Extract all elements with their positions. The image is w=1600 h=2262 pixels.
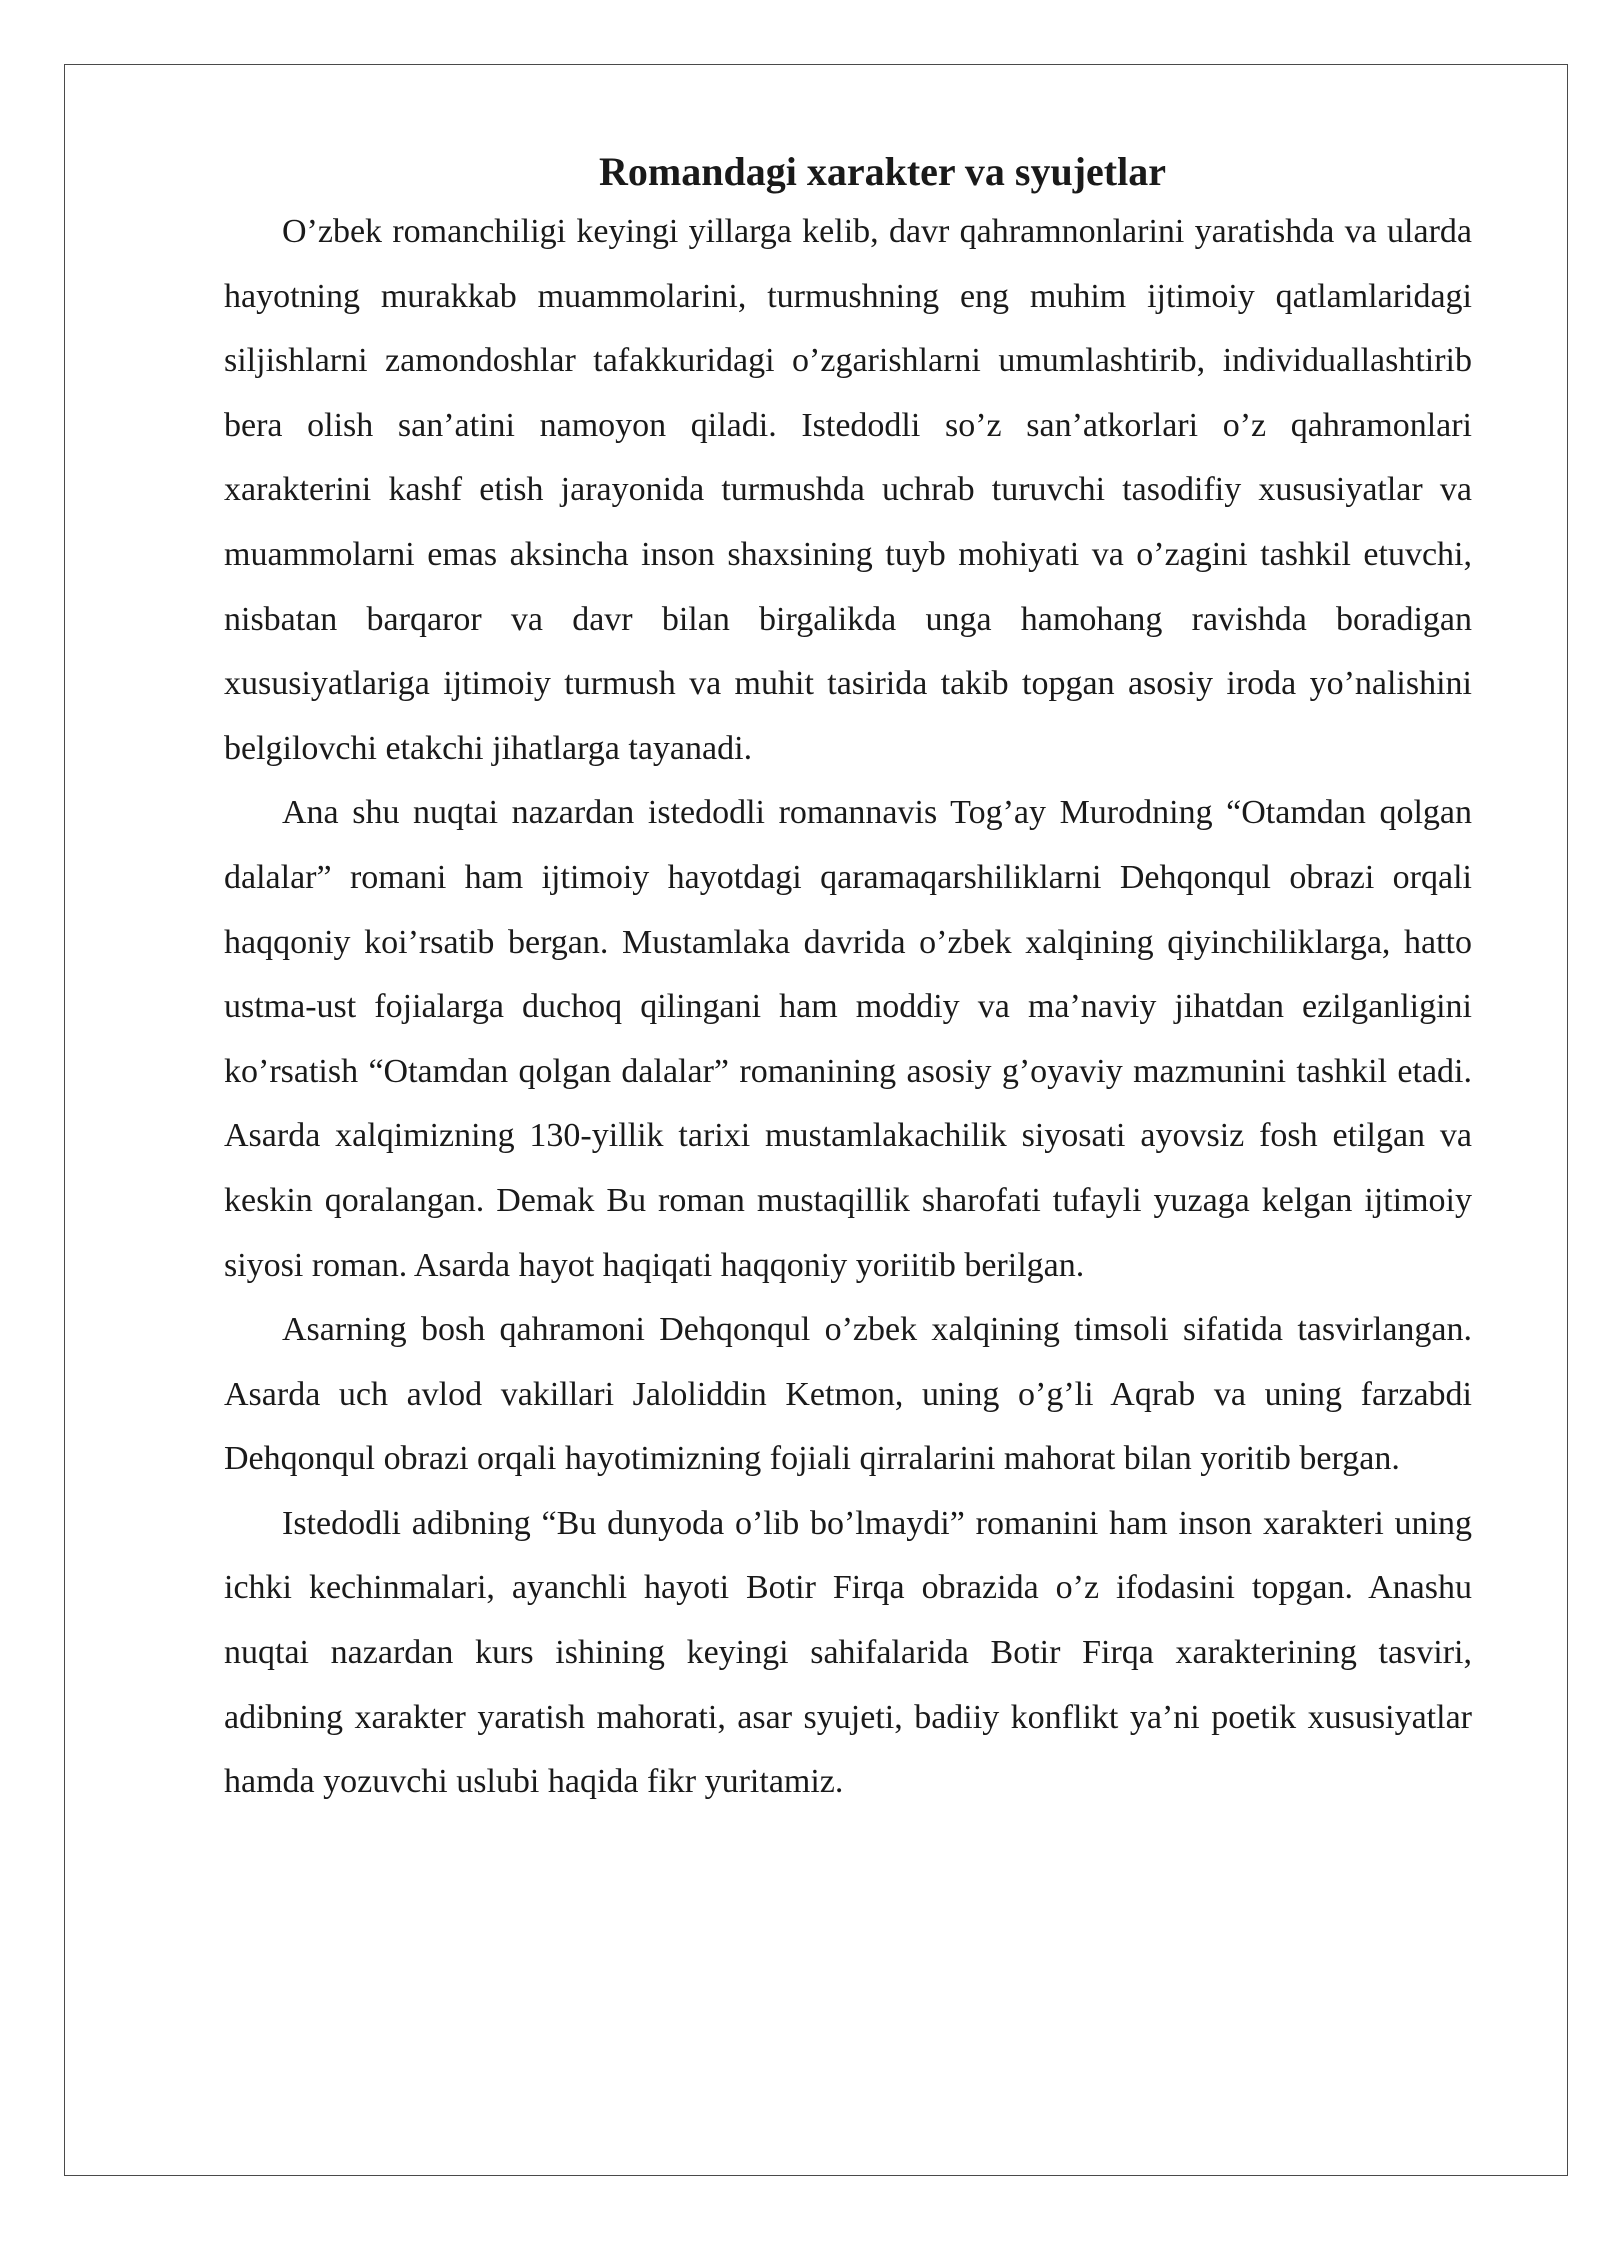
paragraph-2: Ana shu nuqtai nazardan istedodli romannavis Tog’ay Murodning “Otamdan qolgan dalalar” romani ham ijtimoiy hayotdagi qaramaqarshiliklarni Dehqonqul obrazi orqali haqqoniy koi’rsatib bergan. Mustamlaka davrida o’zbek xalqining qiyinchiliklarga, hatto ustma-ust fojialarga duchoq qilingani ham moddiy va ma’naviy jihatdan ezilganligini ko’rsatish “Otamdan qolgan dalalar” romanining asosiy g’oyaviy mazmunini tashkil etadi. Asarda xalqimizning 130-yillik tarixi mustamlakachilik siyosati ayovsiz fosh etilgan va keskin qoralangan. Demak Bu roman mustaqillik sharofati tufayli yuzaga kelgan ijtimoiy siyosi roman. Asarda hayot haqiqati haqqoniy yoriitib berilgan. [224,794,1472,1284]
paragraph-3: Asarning bosh qahramoni Dehqonqul o’zbek xalqining timsoli sifatida tasvirlangan. Asarda uch avlod vakillari Jaloliddin Ketmon, uning o’g’li Aqrab va uning farzabdi Dehqonqul obrazi orqali hayotimizning fojiali qirralarini mahorat bilan yoritib bergan. [224,1311,1472,1478]
paragraph-1: O’zbek romanchiligi keyingi yillarga kelib, davr qahramnonlarini yaratishda va ularda hayotning murakkab muammolarini, turmushning eng muhim ijtimoiy qatlamlaridagi siljishlarni zamondoshlar tafakkuridagi o’zgarishlarni umumlashtirib, individuallashtirib bera olish san’atini namoyon qiladi. Istedodli so’z san’atkorlari o’z qahramonlari xarakterini kashf etish jarayonida turmushda uchrab turuvchi tasodifiy xususiyatlar va muammolarni emas aksincha inson shaxsining tuyb mohiyati va o’zagini tashkil etuvchi, nisbatan barqaror va davr bilan birgalikda unga hamohang ravishda boradigan xususiyatlariga ijtimoiy turmush va muhit tasirida takib topgan asosiy iroda yo’nalishini belgilovchi etakchi jihatlarga tayanadi. [224,213,1472,767]
document-title: Romandagi xarakter va syujetlar [599,149,1166,194]
document-body [224,144,1472,1815]
paragraph-4: Istedodli adibning “Bu dunyoda o’lib bo’lmaydi” romanini ham inson xarakteri uning ichki kechinmalari, ayanchli hayoti Botir Firqa obrazida o’z ifodasini topgan. Anashu nuqtai nazardan kurs ishining keyingi sahifalarida Botir Firqa xarakterining tasviri, adibning xarakter yaratish mahorati, asar syujeti, badiiy konflikt ya’ni poetik xususiyatlar hamda yozuvchi uslubi haqida fikr yuritamiz. [224,1504,1472,1801]
